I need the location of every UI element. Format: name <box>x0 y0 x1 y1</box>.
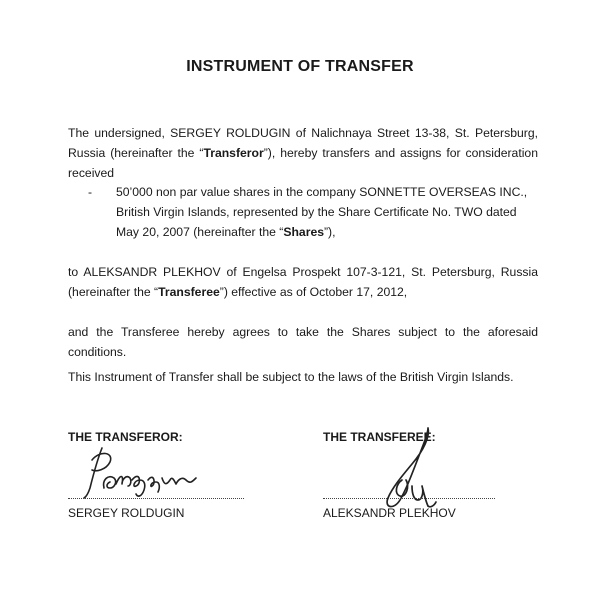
shares-bullet-text-b: ”), <box>324 225 336 239</box>
transferor-term: Transferor <box>203 146 264 160</box>
transferee-name: ALEKSANDR PLEKHOV <box>323 506 456 520</box>
transferor-signature <box>70 440 200 500</box>
paragraph-transferor <box>68 123 538 183</box>
transferee-term: Transferee <box>158 285 220 299</box>
transferee-heading: THE TRANSFEREE: <box>323 430 436 444</box>
transferee-signature-line <box>323 498 495 499</box>
shares-bullet-item <box>116 182 536 242</box>
transferor-name: SERGEY ROLDUGIN <box>68 506 185 520</box>
bullet-marker: - <box>88 185 93 199</box>
shares-term: Shares <box>283 225 324 239</box>
transferee-signature <box>372 424 442 514</box>
paragraph-transferee-text-b: ”) effective as of October 17, 2012, <box>219 285 408 299</box>
transferor-heading: THE TRANSFEROR: <box>68 430 183 444</box>
paragraph-governing-law: This Instrument of Transfer shall be subject to the laws of the British Virgin Islands. <box>68 370 514 384</box>
shares-bullet-text-a: 50’000 non par value shares in the company SONNETTE OVERSEAS INC., British Virgin Islands, represented by the Share Certificate No. TWO dated May 20, 2007 (hereinafter the “ <box>116 185 528 239</box>
transferor-signature-line <box>68 498 244 499</box>
paragraph-transferee <box>68 262 538 302</box>
paragraph-transferor-text-a: The undersigned, SERGEY ROLDUGIN of Nalichnaya Street 13-38, St. Petersburg, Russia (hereinafter the “ <box>68 126 538 160</box>
paragraph-agreement: and the Transferee hereby agrees to take the Shares subject to the aforesaid conditions. <box>68 325 538 359</box>
document-title: INSTRUMENT OF TRANSFER <box>186 58 414 75</box>
paragraph-transferee-text-a: to ALEKSANDR PLEKHOV of Engelsa Prospekt 107-3-121, St. Petersburg, Russia (hereinafter the “ <box>68 265 538 299</box>
paragraph-transferor-text-b: ”), hereby transfers and assigns for consideration received <box>68 146 538 180</box>
